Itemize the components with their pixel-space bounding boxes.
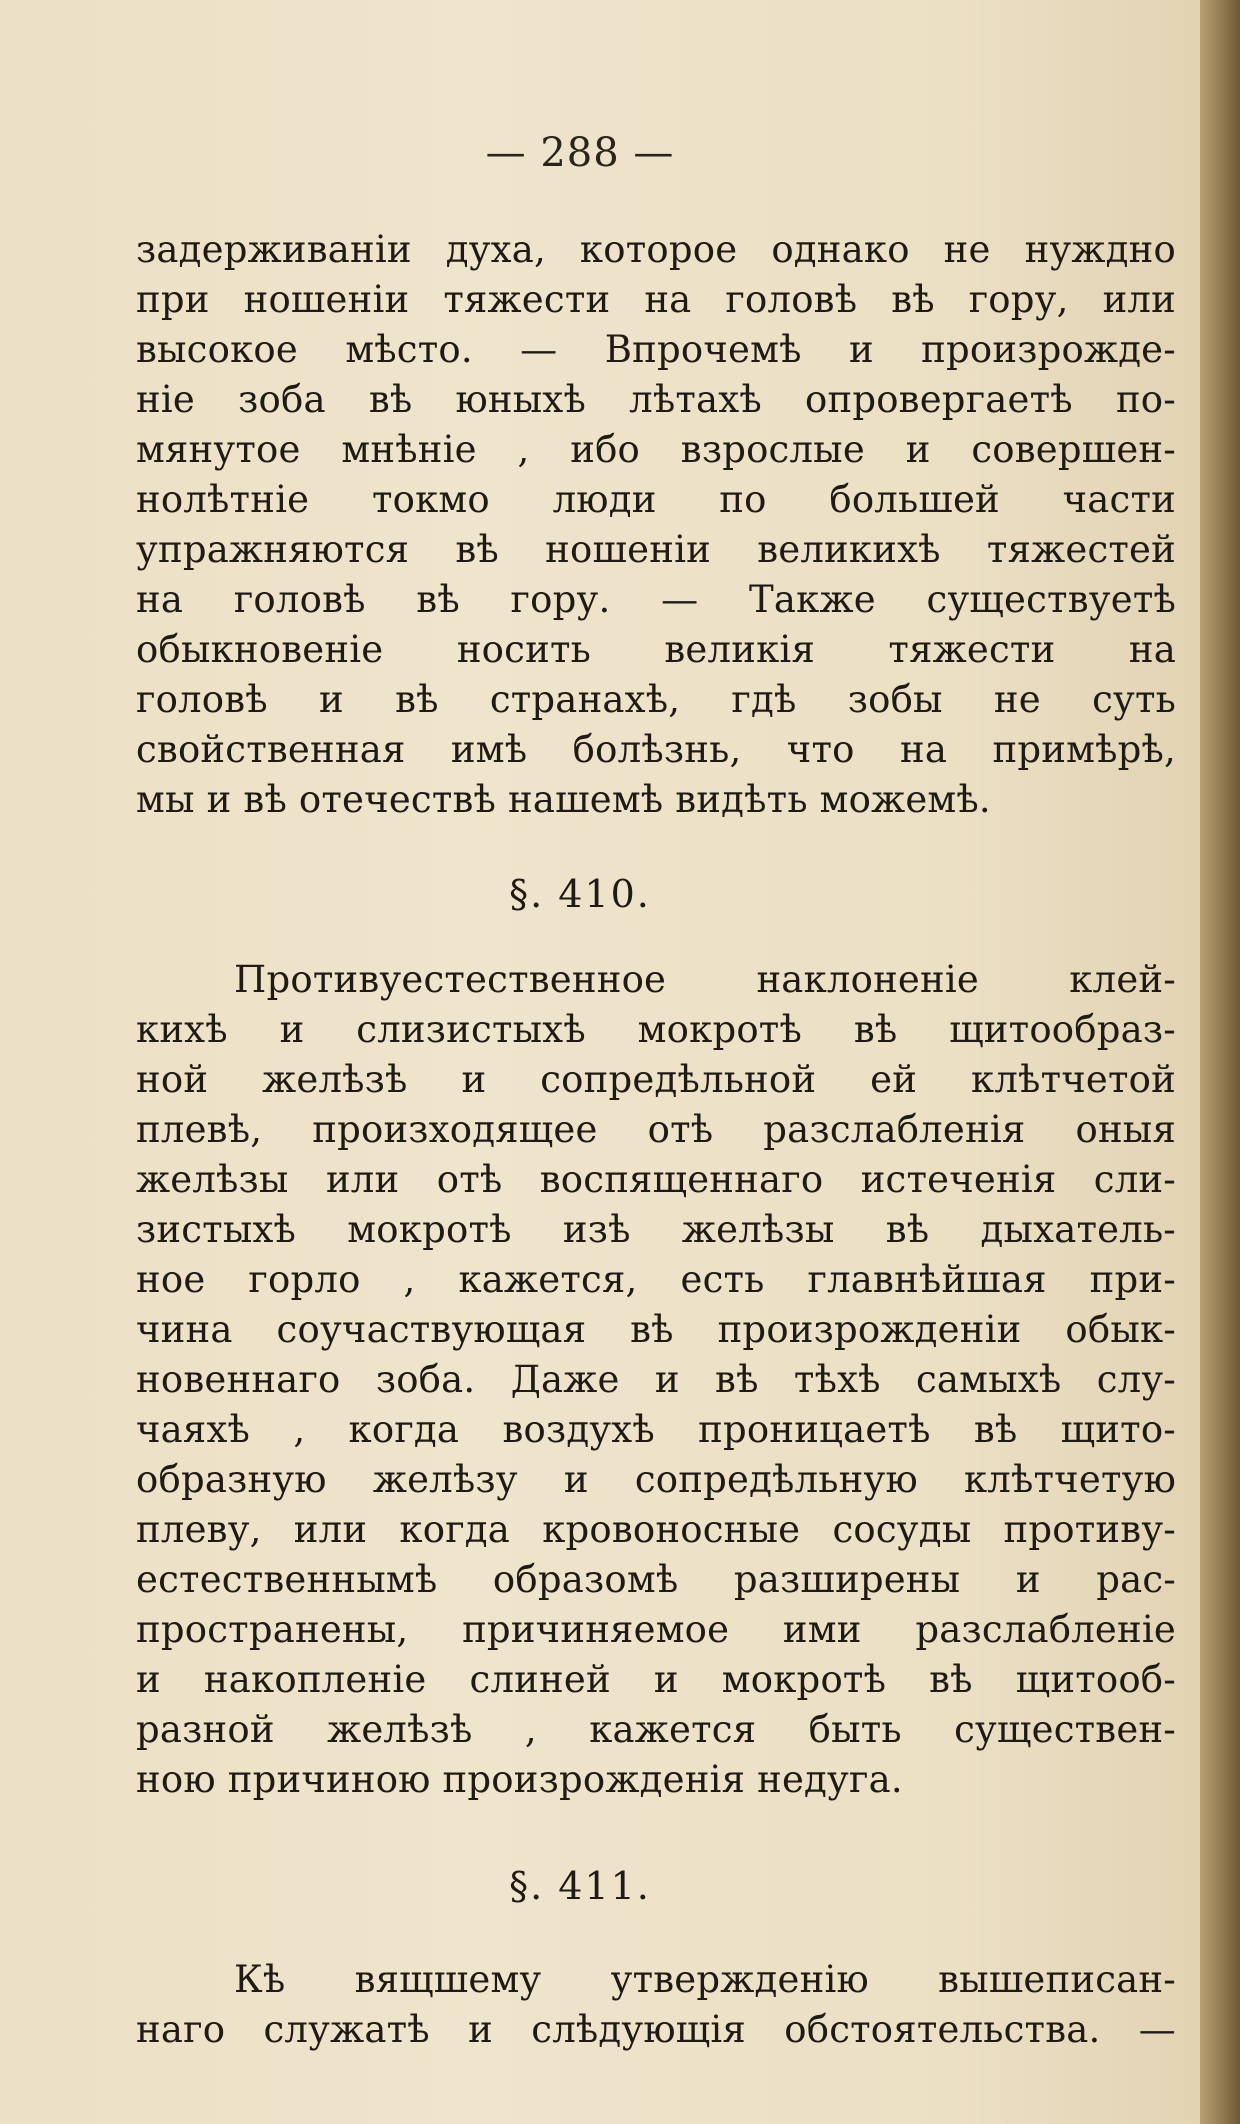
text-line: головѣ и вѣ странахѣ, гдѣ зобы не суть (136, 678, 1176, 721)
text-line: плевѣ, произходящее отѣ разслабленiя оныя (136, 1108, 1176, 1151)
text-line: мы и вѣ отечествѣ нашемѣ видѣть можемѣ. (136, 778, 991, 821)
text-line: разной желѣзѣ , кажется быть существен- (136, 1708, 1176, 1751)
text-line: кихѣ и слизистыхѣ мокротѣ вѣ щитообраз- (136, 1008, 1176, 1051)
text-line: наго служатѣ и слѣдующiя обстоятельства. — (136, 2008, 1176, 2051)
text-line: пространены, причиняемое ими разслабленiе (136, 1608, 1176, 1651)
text-line: Противуестественное наклоненiе клей- (234, 958, 1176, 1001)
text-line: свойственная имѣ болѣзнь, что на примѣрѣ, (136, 728, 1176, 771)
section-heading-411: §. 411. (509, 1864, 651, 1908)
text-line: новеннаго зоба. Даже и вѣ тѣхѣ самыхѣ слу- (136, 1358, 1176, 1401)
text-line: при ношенiи тяжести на головѣ вѣ гору, или (136, 278, 1176, 321)
text-line: чаяхѣ , когда воздухѣ проницаетѣ вѣ щито- (136, 1408, 1176, 1451)
text-line: задерживанiи духа, которое однако не нуждно (136, 228, 1176, 271)
continuation-paragraph (136, 225, 1176, 825)
text-line: естественнымѣ образомѣ разширены и рас- (136, 1558, 1176, 1601)
text-line: плеву, или когда кровоносные сосуды противу- (136, 1508, 1176, 1551)
text-line: образную желѣзу и сопредѣльную клѣтчетую (136, 1458, 1176, 1501)
text-line: мянутое мнѣнiе , ибо взрослые и совершен- (136, 428, 1176, 471)
text-line: высокое мѣсто. — Впрочемѣ и произрожде- (136, 328, 1176, 371)
text-line: желѣзы или отѣ воспященнаго истеченiя сли- (136, 1158, 1176, 1201)
text-line: и накопленiе слиней и мокротѣ вѣ щитооб- (136, 1658, 1176, 1701)
text-line: на головѣ вѣ гору. — Также существуетѣ (136, 578, 1176, 621)
text-line: ною причиною произрожденiя недуга. (136, 1758, 903, 1801)
text-line: нiе зоба вѣ юныхѣ лѣтахѣ опровергаетѣ по- (136, 378, 1176, 421)
text-line: ной желѣзѣ и сопредѣльной ей клѣтчетой (136, 1058, 1176, 1101)
text-line: чина соучаствующая вѣ произрожденiи обык- (136, 1308, 1176, 1351)
text-line: обыкновенiе носить великiя тяжести на (136, 628, 1176, 671)
section-heading-410: §. 410. (509, 872, 651, 916)
text-line: ное горло , кажется, есть главнѣйшая при- (136, 1258, 1176, 1301)
page-number: — 288 — (485, 130, 675, 176)
text-line: нолѣтнiе токмо люди по большей части (136, 478, 1176, 521)
section-411-paragraph (136, 1955, 1176, 2055)
text-line: Кѣ вящшему утвержденiю вышеписан- (234, 1958, 1176, 2001)
text-line: зистыхѣ мокротѣ изѣ желѣзы вѣ дыхатель- (136, 1208, 1176, 1251)
text-line: упражняются вѣ ношенiи великихѣ тяжестей (136, 528, 1176, 571)
book-gutter (1200, 0, 1240, 2124)
section-410-paragraph (136, 955, 1176, 1805)
